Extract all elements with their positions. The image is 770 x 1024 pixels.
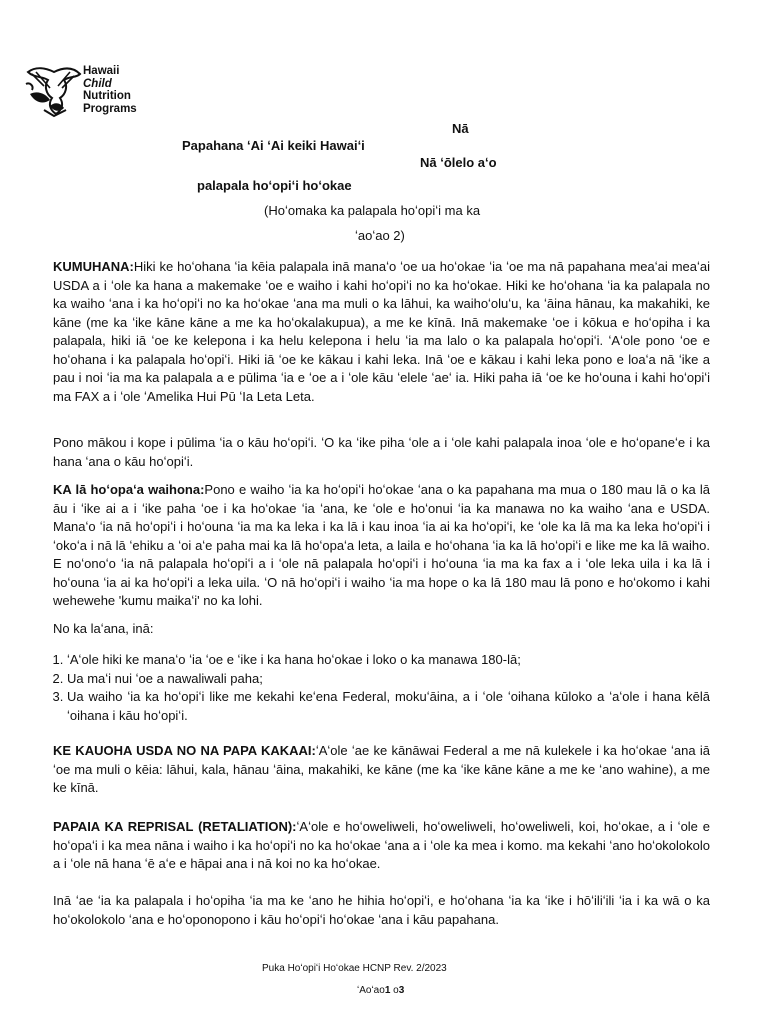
reasons-intro bbox=[53, 620, 710, 639]
list-item: 2. Ua maʻi nui ʻoe a nawaliwali paha; bbox=[67, 670, 710, 689]
logo-wordmark bbox=[83, 65, 137, 115]
page-prefix: ʻAoʻao bbox=[357, 985, 385, 996]
header-na: Nā bbox=[452, 121, 469, 136]
page-total: 3 bbox=[398, 985, 405, 996]
form-reference: Puka Hoʻopiʻi Hoʻokae HCNP Rev. 2/2023 bbox=[262, 963, 447, 974]
signature-note bbox=[53, 434, 710, 471]
signature-text: Pono mākou i kope i pūlima ʻia o kāu hoʻopiʻi. ʻO ka ʻike piha ʻole a i ʻole kahi palapala inoa ʻole e hoʻopaneʻe i ka hana ʻana o kāu hoʻopiʻi. bbox=[53, 435, 710, 469]
purpose-text: Hiki ke hoʻohana ʻia kēia palapala inā manaʻo ʻoe ua hoʻokae ʻia ʻoe ma nā papahana meaʻai meaʻai USDA a i ʻole ka hana a makemake ʻoe e waiho i kahi hoʻopiʻi no ka hoʻokae. Hiki ke hoʻohana ʻia ka palapala no ka waiho ʻana i ka hoʻopiʻi no ka hoʻokae ʻana ma muli o ka lāhui, ka waihoʻoluʻu, ka ʻāina hānau, ka makahiki, ke kāne (me ka ʻike kāne kāne a me ka hoʻokalakupua), a me ke kīnā. Inā makemake ʻoe i kōkua e hoʻopiha i ka palapala, hiki iā ʻoe ke kelepona i ka helu kelepona i helu ʻia ma lalo o ka palapala hoʻopiʻi. ʻAʻole pono ʻoe e hoʻohana i ka palapala hoʻopiʻi. Hiki iā ʻoe ke kākau i kahi leka. Inā ʻoe e kākau i kahi leka pono e loaʻa nā ʻike a pau i noi ʻia ma ka palapala a e pūlima ʻia e ʻoe a i ʻole kāu ʻelele ʻaeʻ ia. Hiki paha iā ʻoe ke hoʻouna i kahi hoʻopiʻi ma FAX a i ʻole ʻAmelika Hui Pū ʻIa Leta Leta. bbox=[53, 259, 710, 404]
reprisal-label: PAPAIA KA REPRISAL (RETALIATION): bbox=[53, 819, 297, 834]
logo-line: Programs bbox=[83, 102, 137, 115]
usda-label: KE KAUOHA USDA NO NA PAPA KAKAAI: bbox=[53, 743, 316, 758]
closing-section bbox=[53, 892, 710, 929]
page-indicator bbox=[357, 985, 404, 996]
page-of: o bbox=[390, 985, 399, 996]
reprisal-text: ʻAʻole e hoʻoweliweli, hoʻoweliweli, hoʻoweliweli, koi, hoʻokae, a i ʻole e hoʻopaʻi i ka mea nāna i waiho i ka hoʻopiʻi no ka hoʻokae ʻana a i ʻole ka mea i komo. ma kekahi ʻano hoʻokolokolo a i ʻole nā hana ʻē aʻe e hāpai ana i nā koi no ka hoʻokae. bbox=[53, 819, 711, 871]
deadline-text: Pono e waiho ʻia ka hoʻopiʻi hoʻokae ʻana o ka papahana ma mua o 180 mau lā o ka lā āu i ʻike ai a i ʻike paha ʻoe i ka hoʻokae ʻia ʻana, ke ʻole e hoʻonui ʻia ka manawa no ka waiho ʻana e USDA. Manaʻo ʻia nā hoʻopiʻi i hoʻouna ʻia ma ka leka i ka lā i kau inoa ʻia ai ka hoʻopiʻi, ke ʻole ka lā ma ka leka hoʻopiʻi i ʻokoʻa i nā lā ʻehiku a ʻoi aʻe paha mai ka lā hoʻopaʻa leta, a laila e hoʻohana ʻia ka lā hoʻopiʻi e like me ka lā waiho. E noʻonoʻo ʻia nā palapala hoʻopiʻi a i ʻole nā palapala hoʻopiʻi i hoʻouna ʻia ma ka fax a i ʻole leka uila i ka lā i hoʻouna ʻia ai ka hoʻopiʻi a leka uila. ʻO nā hoʻopiʻi i waiho ʻia ma hope o ka lā 180 mau lā pono e hoʻokomo i kahi wehewehe 'kumu maikaʻi' no ka lohi. bbox=[53, 482, 710, 608]
logo-line: Child bbox=[83, 77, 112, 90]
reasons-intro-text: No ka laʻana, inā: bbox=[53, 621, 154, 636]
program-name: Papahana ʻAi ʻAi keiki Hawaiʻi bbox=[182, 138, 365, 153]
logo-line: Hawaii bbox=[83, 65, 120, 77]
reprisal-section bbox=[53, 818, 710, 874]
purpose-section bbox=[53, 258, 710, 406]
purpose-label: KUMUHANA: bbox=[53, 259, 134, 274]
usda-text: ʻAʻole ʻae ke kānāwai Federal a me nā kulekele i ka hoʻokae ʻana iā ʻoe ma muli o kēia: lāhui, kala, hānau ʻāina, makahiki, ke kāne (me ka ʻike kāne kāne a me ke ʻano wahine), a me ke kīnā. bbox=[53, 743, 710, 795]
deadline-label: KA lā hoʻopaʻa waihona: bbox=[53, 482, 205, 497]
list-item: 1. ʻAʻole hiki ke manaʻo ʻia ʻoe e ʻike i ka hana hoʻokae i loko o ka manawa 180-lā; bbox=[67, 651, 710, 670]
form-note-line2: ʻaoʻao 2) bbox=[355, 228, 405, 243]
closing-text: Inā ʻae ʻia ka palapala i hoʻopiha ʻia ma ke ʻano he hihia hoʻopiʻi, e hoʻohana ʻia ka ʻike i hōʻiliʻili ʻia i ka wā o ka hoʻokolokolo ʻana e hoʻoponopono i kāu hoʻopiʻi hoʻokae ʻana i kāu papahana. bbox=[53, 893, 710, 927]
page-number: 1 bbox=[384, 985, 391, 996]
hcnp-logo-emblem-icon bbox=[24, 64, 84, 118]
reasons-list bbox=[53, 651, 710, 725]
logo-line: Nutrition bbox=[83, 90, 131, 102]
usda-section bbox=[53, 742, 710, 798]
form-note-line1: (Hoʻomaka ka palapala hoʻopiʻi ma ka bbox=[264, 203, 481, 218]
list-item: 3. Ua waiho ʻia ka hoʻopiʻi like me kekahi keʻena Federal, mokuʻāina, a i ʻole ʻoihana kūloko a ʻaʻole i hana kēlā ʻoihana i kāu hoʻopiʻi. bbox=[67, 688, 710, 725]
deadline-section bbox=[53, 481, 710, 611]
statement-heading: Nā ʻōlelo aʻo bbox=[420, 155, 497, 170]
form-title: palapala hoʻopiʻi hoʻokae bbox=[197, 178, 352, 193]
